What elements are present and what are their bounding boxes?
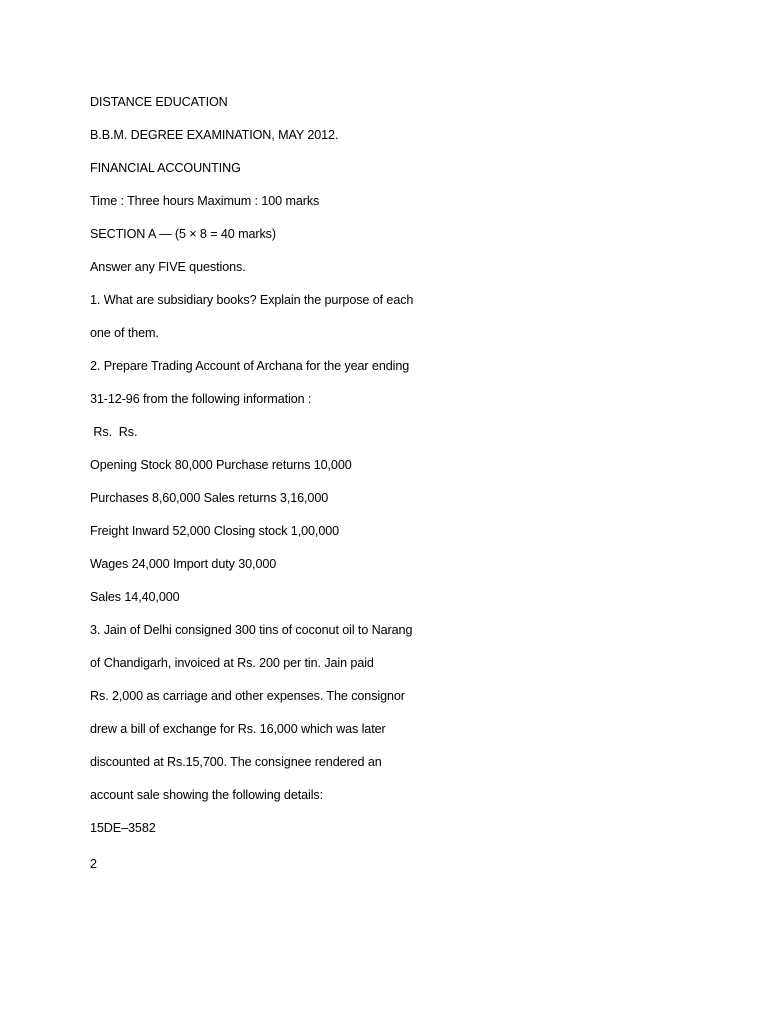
question-3-line-2: of Chandigarh, invoiced at Rs. 200 per tin. Jain paid [90,656,374,670]
question-1-line-2: one of them. [90,326,159,340]
instruction-text: Answer any FIVE questions. [90,260,246,274]
question-3-line-6: account sale showing the following details: [90,788,324,802]
page-number: 2 [90,857,98,871]
document-body [90,92,690,851]
question-2-line-1: 2. Prepare Trading Account of Archana for the year ending [90,359,410,373]
exam-category: DISTANCE EDUCATION [90,95,228,109]
question-1-line-1: 1. What are subsidiary books? Explain the purpose of each [90,293,414,307]
account-row: Wages 24,000 Import duty 30,000 [90,557,277,571]
section-heading: SECTION A — (5 × 8 = 40 marks) [90,227,276,241]
question-3-line-1: 3. Jain of Delhi consigned 300 tins of coconut oil to Narang [90,623,413,637]
paper-code: 15DE–3582 [90,821,156,835]
question-3-line-3: Rs. 2,000 as carriage and other expenses. The consignor [90,689,405,703]
account-row: Opening Stock 80,000 Purchase returns 10,000 [90,458,352,472]
account-row: Freight Inward 52,000 Closing stock 1,00,000 [90,524,340,538]
exam-title: B.B.M. DEGREE EXAMINATION, MAY 2012. [90,128,339,142]
question-3-line-4: drew a bill of exchange for Rs. 16,000 which was later [90,722,386,736]
time-and-marks: Time : Three hours Maximum : 100 marks [90,194,320,208]
currency-header-row: Rs. Rs. [90,425,138,439]
subject-title: FINANCIAL ACCOUNTING [90,161,241,175]
question-2-line-2: 31-12-96 from the following information : [90,392,312,406]
question-3-line-5: discounted at Rs.15,700. The consignee rendered an [90,755,382,769]
account-row: Sales 14,40,000 [90,590,180,604]
account-row: Purchases 8,60,000 Sales returns 3,16,000 [90,491,329,505]
